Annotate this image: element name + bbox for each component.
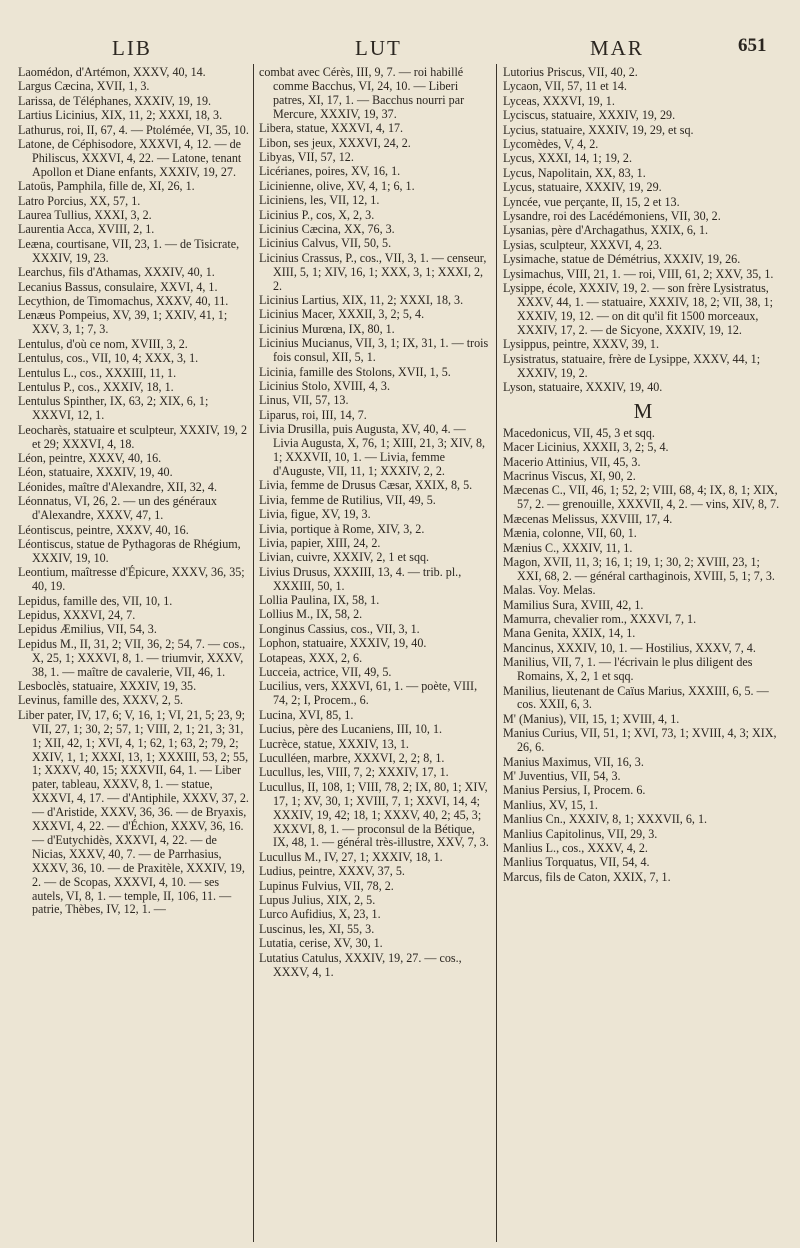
index-entry: Livia, femme de Drusus Cæsar, XXIX, 8, 5. <box>259 478 473 493</box>
index-entry: Lysimache, statue de Démétrius, XXXIV, 19, 26. <box>503 252 741 267</box>
index-entry: Libon, ses jeux, XXXVI, 24, 2. <box>259 135 411 150</box>
index-entry: Livius Drusus, XXXIII, 13, 4. — trib. pl., XXXIII, 50, 1. <box>259 564 462 593</box>
index-entry: Lupinus Fulvius, VII, 78, 2. <box>259 878 394 893</box>
section-letter: M <box>633 398 653 423</box>
index-entry: Licinius Stolo, XVIII, 4, 3. <box>259 378 391 393</box>
index-entry: Livian, cuivre, XXXIV, 2, 1 et sqq. <box>259 550 430 565</box>
index-entry: Manilius, VII, 7, 1. — l'écrivain le plus diligent des Romains, X, 2, 1 et sqq. <box>503 655 753 684</box>
index-entry: Luculléen, marbre, XXXVI, 2, 2; 8, 1. <box>259 751 445 765</box>
index-entry: Lucius, père des Lucaniens, III, 10, 1. <box>259 722 443 737</box>
index-entry: Liber pater, IV, 17, 6; V, 16, 1; VI, 21, 5; 23, 9; VII, 27, 1; 30, 2; 57, 1; VIII, 2, 1; 21, 3; 31, 1; XII, 42, 1; XVI, 4, 1; 62, 1; 63, 2; 79, 2; XXIV, 1, 1; XXXI, 13, 1; XXXIII, 53, 2; 55, 1; XXXV, 40, 15; XXXVII, 64, 1. — Liber pater, tableau, XXXV, 8, 1. — statue, XXXVI, 4, 17. — d'Antiphile, XXXV, 37, 2. — d'Aristide, XXXV, 36, 36. — de Bryaxis, XXXVI, 4, 22. — d'Échion, XXXV, 36, 16. — d'Eutychidès, XXXVI, 4, 22. — de Nicias, XXXV, 40, 7. — de Parrhasius, XXXV, 36, 10. — de Praxitèle, XXXIV, 19, 2. — de Scopas, XXXVI, 4, 10. — ses autels, VI, 8, 1. — temple, II, 106, 11. — patrie, Thèbes, IV, 12, 1. — <box>18 707 249 917</box>
index-entry: Manius Maximus, VII, 16, 3. <box>503 754 644 769</box>
index-entry: Manlius Capitolinus, VII, 29, 3. <box>503 826 658 841</box>
page-number: 651 <box>738 35 767 56</box>
index-entry: Lyncée, vue perçante, II, 15, 2 et 13. <box>503 194 680 209</box>
index-entry: Mamurra, chevalier rom., XXXVI, 7, 1. <box>503 612 697 627</box>
index-entry: Licinius Macer, XXXII, 3, 2; 5, 4. <box>259 307 425 322</box>
index-entry: Mæcenas C., VII, 46, 1; 52, 2; VIII, 68, 4; IX, 8, 1; XIX, 57, 2. — grenouille, XXXVII, 4, 2. — vins, XIV, 8, 7. <box>503 483 780 512</box>
index-entry: Lyceas, XXXVI, 19, 1. <box>503 93 615 108</box>
index-entry: Lysippe, école, XXXIV, 19, 2. — son frère Lysistratus, XXXV, 44, 1. — statuaire, XXXIV, 18, 2; VII, 38, 1; XXXIV, 19, 12. — on dit qu'il fit 1500 morceaux, XXXIV, 17, 2. — de Sicyone, XXXIV, 19, 12. <box>503 281 773 337</box>
index-entry: Licinius P., cos, X, 2, 3. <box>259 207 375 222</box>
index-entry: Lophon, statuaire, XXXIV, 19, 40. <box>259 636 427 651</box>
index-entry: Lucrèce, statue, XXXIV, 13, 1. <box>259 736 409 751</box>
index-entry: M' (Manius), VII, 15, 1; XVIII, 4, 1. <box>503 711 680 726</box>
index-entry: Laomédon, d'Artémon, XXXV, 40, 14. <box>18 66 206 79</box>
index-entry: Magon, XVII, 11, 3; 16, 1; 19, 1; 30, 2; XVIII, 23, 1; XXI, 68, 2. — général carthaginois, XVIII, 5, 1; 7, 3. <box>503 554 775 583</box>
index-entry: Larissa, de Téléphanes, XXXIV, 19, 19. <box>18 93 212 108</box>
index-entry: Libyas, VII, 57, 12. <box>259 149 354 164</box>
index-entry: Linus, VII, 57, 13. <box>259 393 349 408</box>
index-entry: Ludius, peintre, XXXV, 37, 5. <box>259 864 405 879</box>
index-entry: Licinius Murœna, IX, 80, 1. <box>259 321 395 336</box>
running-head-center: LUT <box>355 36 402 60</box>
index-entry: Manius Persius, I, Procem. 6. <box>503 783 646 798</box>
index-entry: Learchus, fils d'Athamas, XXXIV, 40, 1. <box>18 265 215 280</box>
index-entry: Lecythion, de Timomachus, XXXV, 40, 11. <box>18 294 229 308</box>
index-entry: Lyciscus, statuaire, XXXIV, 19, 29. <box>503 108 676 123</box>
index-entry: Latoüs, Pamphila, fille de, XI, 26, 1. <box>18 179 195 194</box>
index-entry: Léonides, maître d'Alexandre, XII, 32, 4. <box>18 479 217 494</box>
index-entry: Lentulus L., cos., XXXIII, 11, 1. <box>18 365 177 380</box>
index-entry: M' Juventius, VII, 54, 3. <box>503 769 621 783</box>
index-entry: Léonnatus, VI, 26, 2. — un des généraux d'Alexandre, XXXV, 47, 1. <box>18 494 217 523</box>
index-entry: Manlius L., cos., XXXV, 4, 2. <box>503 841 648 856</box>
index-entry: Léontiscus, statue de Pythagoras de Rhégium, XXXIV, 19, 10. <box>18 536 241 565</box>
index-entry: Lysimachus, VIII, 21, 1. — roi, VIII, 61, 2; XXV, 35, 1. <box>503 266 774 281</box>
index-entry: Licinius Mucianus, VII, 3, 1; IX, 31, 1. — trois fois consul, XII, 5, 1. <box>259 336 489 365</box>
index-entry: Lathurus, roi, II, 67, 4. — Ptolémée, VI, 35, 10. <box>18 122 249 137</box>
index-entry: Liciniens, les, VII, 12, 1. <box>259 193 380 208</box>
index-entry: Lepidus, XXXVI, 24, 7. <box>18 607 136 622</box>
index-entry: Laurea Tullius, XXXI, 3, 2. <box>18 208 152 223</box>
index-entry: Macedonicus, VII, 45, 3 et sqq. <box>503 425 655 440</box>
index-entry: Malas. Voy. Melas. <box>503 583 596 598</box>
index-entry: Lysias, sculpteur, XXXVI, 4, 23. <box>503 237 663 252</box>
column-divider <box>253 64 254 1242</box>
index-entry: Lentulus Spinther, IX, 63, 2; XIX, 6, 1; XXXVI, 12, 1. <box>18 394 209 423</box>
index-entry: Licinia, famille des Stolons, XVII, 1, 5. <box>259 364 451 379</box>
index-entry: Leontium, maîtresse d'Épicure, XXXV, 36, 35; 40, 19. <box>18 565 245 594</box>
index-entry: Luscinus, les, XI, 55, 3. <box>259 921 375 936</box>
index-list-l <box>503 66 783 395</box>
index-entry: Mænius C., XXXIV, 11, 1. <box>503 540 633 555</box>
index-column-middle <box>259 66 491 1242</box>
index-entry: Livia, femme de Rutilius, VII, 49, 5. <box>259 492 436 507</box>
index-entry: Lollius M., IX, 58, 2. <box>259 607 363 622</box>
index-column-right <box>503 66 783 1242</box>
index-entry: Lucina, XVI, 85, 1. <box>259 707 354 722</box>
index-entry: Licérianes, poires, XV, 16, 1. <box>259 164 401 179</box>
index-column-left <box>18 66 250 1242</box>
index-entry: Macer Licinius, XXXII, 3, 2; 5, 4. <box>503 440 669 455</box>
index-entry: Livia, portique à Rome, XIV, 3, 2. <box>259 521 425 536</box>
index-entry: Lucilius, vers, XXXVI, 61, 1. — poète, VIII, 74, 2; I, Procem., 6. <box>259 679 478 708</box>
index-entry: Lycaon, VII, 57, 11 et 14. <box>503 79 627 94</box>
index-entry: Lysistratus, statuaire, frère de Lysippe, XXXV, 44, 1; XXXIV, 19, 2. <box>503 351 761 380</box>
index-entry: Manlius Cn., XXXIV, 8, 1; XXXVII, 6, 1. <box>503 812 708 827</box>
index-entry: Macrinus Viscus, XI, 90, 2. <box>503 468 636 483</box>
index-entry: Livia Drusilla, puis Augusta, XV, 40, 4. — Livia Augusta, X, 76, 1; XIII, 21, 3; XIV, 8, 1; XXXVII, 10, 1. — Livia, femme d'Auguste, VII, 11, 1; XXXIV, 2, 2. <box>259 422 486 478</box>
index-entry: Lepidus M., II, 31, 2; VII, 36, 2; 54, 7. — cos., X, 25, 1; XXXVI, 8, 1. — triumvir, XXXV, 38, 1. — maître de cavalerie, VII, 46, 1. <box>18 636 246 679</box>
index-entry: Mancinus, XXXIV, 10, 1. — Hostilius, XXXV, 7, 4. <box>503 640 756 655</box>
index-entry: Léon, peintre, XXXV, 40, 16. <box>18 450 162 465</box>
index-entry: Lycius, statuaire, XXXIV, 19, 29, et sq. <box>503 122 694 137</box>
index-entry: Lesboclès, statuaire, XXXIV, 19, 35. <box>18 678 197 693</box>
index-entry: Marcus, fils de Caton, XXIX, 7, 1. <box>503 869 671 884</box>
index-entry: Lupus Julius, XIX, 2, 5. <box>259 893 376 908</box>
index-entry: Largus Cæcina, XVII, 1, 3. <box>18 79 150 94</box>
index-entry: Manlius, XV, 15, 1. <box>503 797 598 812</box>
index-entry: Levinus, famille des, XXXV, 2, 5. <box>18 693 184 708</box>
index-entry: Mænia, colonne, VII, 60, 1. <box>503 526 637 541</box>
index-entry: Libera, statue, XXXVI, 4, 17. <box>259 121 404 136</box>
index-entry: Licinius Lartius, XIX, 11, 2; XXXI, 18, 3. <box>259 293 464 307</box>
index-entry: Livia, figue, XV, 19, 3. <box>259 507 371 522</box>
index-entry: Lurco Aufidius, X, 23, 1. <box>259 907 381 922</box>
index-entry: Licinienne, olive, XV, 4, 1; 6, 1. <box>259 178 415 193</box>
index-entry: Lucullus, les, VIII, 7, 2; XXXIV, 17, 1. <box>259 765 449 780</box>
index-entry: combat avec Cérès, III, 9, 7. — roi habillé comme Bacchus, VI, 24, 10. — Liberi patres, XI, 17, 1. — Bacchus nourri par Mercure, XXXIV, 19, 37. <box>259 66 465 121</box>
index-entry: Lentulus, cos., VII, 10, 4; XXX, 3, 1. <box>18 351 199 366</box>
index-entry: Lollia Paulina, IX, 58, 1. <box>259 593 380 608</box>
index-entry: Lutatius Catulus, XXXIV, 19, 27. — cos., XXXV, 4, 1. <box>259 950 462 979</box>
index-entry: Lepidus, famille des, VII, 10, 1. <box>18 593 173 608</box>
index-entry: Léon, statuaire, XXXIV, 19, 40. <box>18 465 173 480</box>
index-entry: Lenæus Pompeius, XV, 39, 1; XXIV, 41, 1; XXV, 3, 1; 7, 3. <box>18 308 228 337</box>
index-entry: Lucceia, actrice, VII, 49, 5. <box>259 665 392 680</box>
index-entry: Laurentia Acca, XVIII, 2, 1. <box>18 222 155 237</box>
index-entry: Lysippus, peintre, XXXV, 39, 1. <box>503 337 659 352</box>
index-entry: Lyson, statuaire, XXXIV, 19, 40. <box>503 379 663 394</box>
index-entry: Lycus, statuaire, XXXIV, 19, 29. <box>503 180 662 195</box>
index-entry: Livia, papier, XIII, 24, 2. <box>259 535 381 550</box>
index-entry: Macerio Attinius, VII, 45, 3. <box>503 454 641 469</box>
index-entry: Lotapeas, XXX, 2, 6. <box>259 650 363 665</box>
index-entry: Lucullus, II, 108, 1; VIII, 78, 2; IX, 80, 1; XIV, 17, 1; XV, 30, 1; XVIII, 7, 1; XXVI, 14, 4; XXXIV, 19, 42; 18, 1; XXXV, 40, 2; 45, 3; XXXVI, 8, 1. — proconsul de la Bétique, IX, 48, 1. — général très-illustre, XXV, 7, 3. <box>259 779 489 850</box>
index-entry: Mæcenas Melissus, XXVIII, 17, 4. <box>503 511 673 526</box>
index-entry: Manilius, lieutenant de Caïus Marius, XXXIII, 6, 5. — cos. XXII, 6, 3. <box>503 683 769 712</box>
index-entry: Lucullus M., IV, 27, 1; XXXIV, 18, 1. <box>259 849 443 864</box>
index-entry: Longinus Cassius, cos., VII, 3, 1. <box>259 621 420 636</box>
index-entry: Licinius Crassus, P., cos., VII, 3, 1. — censeur, XIII, 5, 1; XIV, 16, 1; XXX, 3, 1; XXXI, 2, 2. <box>259 250 487 293</box>
running-head-right: MAR <box>590 36 644 60</box>
index-entry: Liparus, roi, III, 14, 7. <box>259 407 367 422</box>
index-entry: Lysandre, roi des Lacédémoniens, VII, 30, 2. <box>503 209 721 224</box>
index-entry: Latone, de Céphisodore, XXXVI, 4, 12. — de Philiscus, XXXVI, 4, 22. — Latone, tenant Apollon et Diane enfants, XXXIV, 19, 27. <box>18 137 242 179</box>
index-entry: Latro Porcius, XX, 57, 1. <box>18 193 141 208</box>
index-entry: Lycomèdes, V, 4, 2. <box>503 137 599 152</box>
running-head-left: LIB <box>112 36 152 60</box>
column-divider <box>496 64 497 1242</box>
index-entry: Lentulus P., cos., XXXIV, 18, 1. <box>18 379 174 394</box>
index-entry: Mamilius Sura, XVIII, 42, 1. <box>503 597 644 612</box>
index-entry: Lycus, XXXI, 14, 1; 19, 2. <box>503 151 632 166</box>
index-entry: Lycus, Napolitain, XX, 83, 1. <box>503 165 646 180</box>
index-entry: Lutorius Priscus, VII, 40, 2. <box>503 66 638 79</box>
index-list-m <box>503 427 783 885</box>
index-entry: Mana Genita, XXIX, 14, 1. <box>503 626 636 641</box>
index-entry: Leæna, courtisane, VII, 23, 1. — de Tisicrate, XXXIV, 19, 23. <box>18 236 240 265</box>
index-entry: Manlius Torquatus, VII, 54, 4. <box>503 855 650 870</box>
index-entry: Licinius Cæcina, XX, 76, 3. <box>259 221 395 236</box>
index-entry: Léontiscus, peintre, XXXV, 40, 16. <box>18 522 189 537</box>
index-entry: Lecanius Bassus, consulaire, XXVI, 4, 1. <box>18 279 218 294</box>
index-entry: Lepidus Æmilius, VII, 54, 3. <box>18 622 157 637</box>
index-entry: Lartius Licinius, XIX, 11, 2; XXXI, 18, 3. <box>18 108 223 123</box>
index-entry: Licinius Calvus, VII, 50, 5. <box>259 236 392 251</box>
index-entry: Manius Curius, VII, 51, 1; XVI, 73, 1; XVIII, 4, 3; XIX, 26, 6. <box>503 726 777 755</box>
index-entry: Leocharès, statuaire et sculpteur, XXXIV, 19, 2 et 29; XXXVI, 4, 18. <box>18 422 248 451</box>
index-entry: Lentulus, d'où ce nom, XVIII, 3, 2. <box>18 336 188 351</box>
index-entry: Lysanias, père d'Archagathus, XXIX, 6, 1. <box>503 223 709 238</box>
index-entry: Lutatia, cerise, XV, 30, 1. <box>259 936 383 951</box>
